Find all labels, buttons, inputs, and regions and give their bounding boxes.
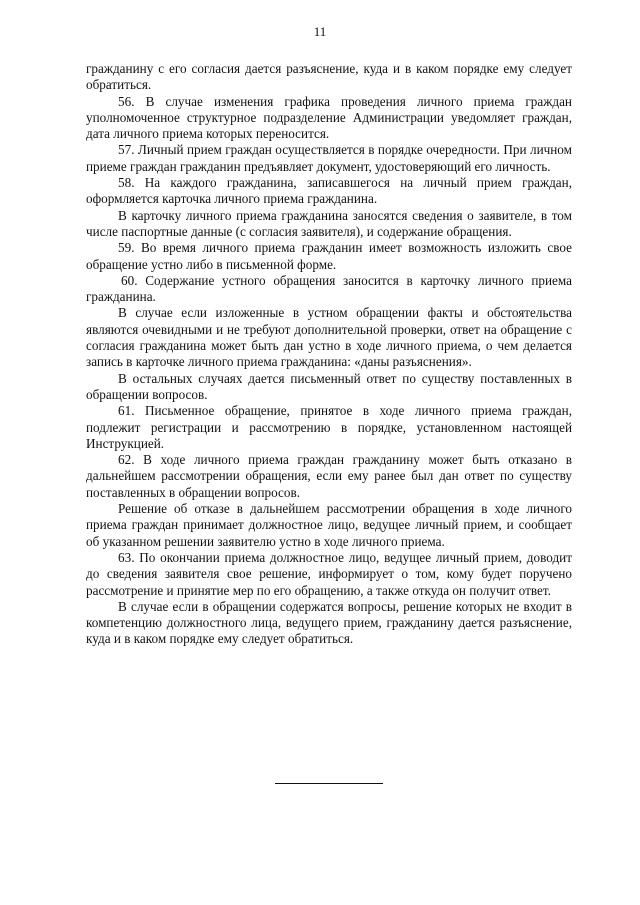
paragraph-57: 57. Личный прием граждан осуществляется в порядке очередности. При личном приеме граждан гражданин предъявляет документ, удостоверяющий его личность. <box>86 142 572 174</box>
paragraph-61: 61. Письменное обращение, принятое в ходе личного приема граждан, подлежит регистрации и рассмотрению в порядке, установленном настоящей Инструкцией. <box>86 403 572 451</box>
paragraph-58: 58. На каждого гражданина, записавшегося на личный прием граждан, оформляется карточка личного приема гражданина. <box>86 175 572 207</box>
paragraph-62: 62. В ходе личного приема граждан гражданину может быть отказано в дальнейшем рассмотрении обращения, если ему ранее был дан ответ по существу поставленных в обращении вопросов. <box>86 452 572 500</box>
paragraph-63-competence: В случае если в обращении содержатся вопросы, решение которых не входит в компетенцию должностного лица, ведущего прием, гражданину дается разъяснение, куда и в каком порядке ему следует обратиться. <box>86 598 572 647</box>
paragraph-59: 59. Во время личного приема гражданин имеет возможность изложить свое обращение устно либо в письменной форме. <box>86 240 572 272</box>
page-number: 11 <box>313 24 327 39</box>
paragraph-63: 63. По окончании приема должностное лицо, ведущее личный прием, доводит до сведения заявителя свое решение, информирует о том, кому будет поручено рассмотрение и принятие мер по его обращению, а также откуда он получит ответ. <box>86 549 572 598</box>
paragraph-58-card: В карточку личного приема гражданина заносятся сведения о заявителе, в том числе паспортные данные (с согласия заявителя), и содержание обращения. <box>86 207 572 239</box>
document-body <box>86 61 572 648</box>
end-divider-line <box>275 783 383 784</box>
paragraph-60: 60. Содержание устного обращения заносится в карточку личного приема гражданина. <box>86 272 572 305</box>
paragraph-60-oral-answer: В случае если изложенные в устном обращении факты и обстоятельства являются очевидными и не требуют дополнительной проверки, ответ на обращение с согласия гражданина может быть дан устно в ходе личного приема, о чем делается запись в карточке личного приема гражданина: «даны разъяснения». <box>86 305 572 370</box>
paragraph-62-refusal: Решение об отказе в дальнейшем рассмотрении обращения в ходе личного приема граждан принимает должностное лицо, ведущее личный прием, и сообщает об указанном решении заявителю устно в ходе личного приема. <box>86 501 572 549</box>
paragraph-60-written-answer: В остальных случаях дается письменный ответ по существу поставленных в обращении вопросов. <box>86 370 572 402</box>
paragraph-continuation: гражданину с его согласия дается разъяснение, куда и в каком порядке ему следует обратиться. <box>86 61 572 93</box>
paragraph-56: 56. В случае изменения графика проведения личного приема граждан уполномоченное структурное подразделение Администрации уведомляет граждан, дата личного приема которых переносится. <box>86 93 572 142</box>
